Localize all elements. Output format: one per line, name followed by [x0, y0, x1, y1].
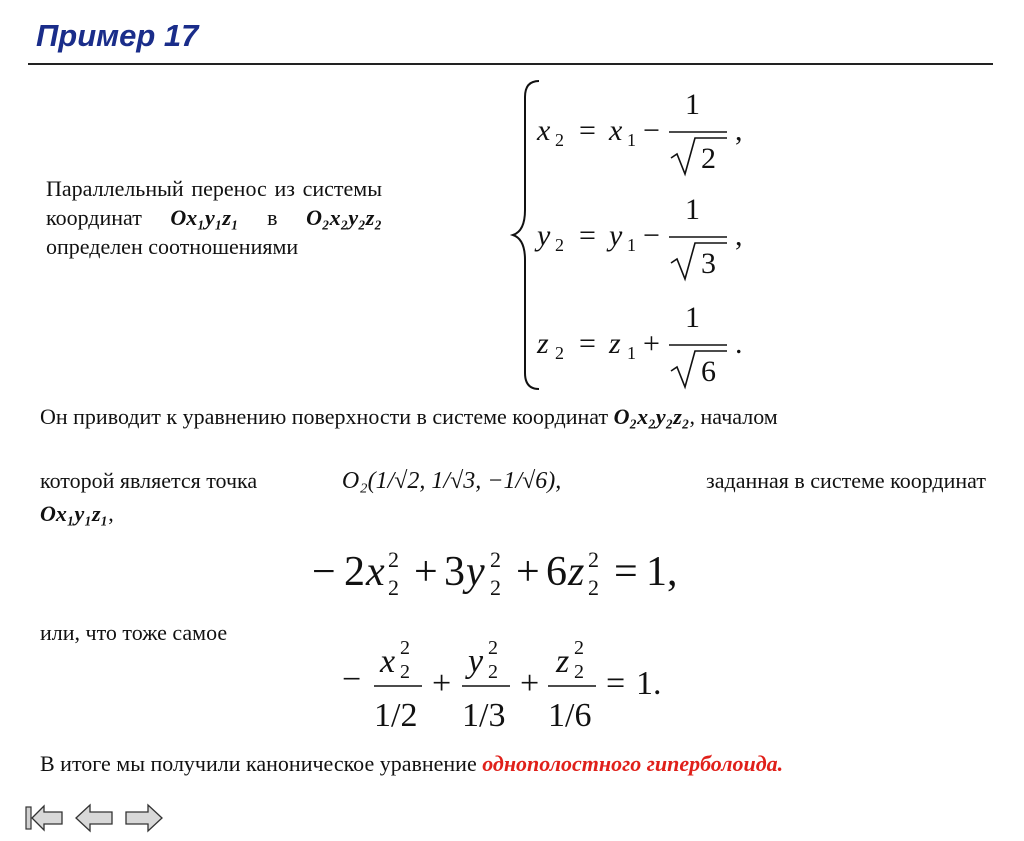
svg-text:2: 2: [490, 547, 501, 572]
system-rhs-var: y: [609, 219, 623, 252]
svg-text:2: 2: [488, 637, 498, 659]
paragraph-4: или, что тоже самое: [40, 620, 228, 645]
system-lhs-var: y: [537, 219, 551, 252]
paragraph-1: [40, 404, 778, 430]
equation-2-render: [340, 628, 680, 738]
radical-sign: [671, 351, 727, 387]
svg-text:2: 2: [574, 661, 584, 683]
svg-text:2: 2: [388, 575, 399, 600]
conclusion-paragraph: [40, 747, 976, 781]
svg-text:z: z: [568, 549, 585, 595]
first-slide-button[interactable]: [24, 803, 66, 833]
radical-sign: [671, 138, 727, 174]
svg-text:1/6: 1/6: [548, 697, 592, 734]
svg-text:1/2: 1/2: [374, 697, 418, 734]
svg-text:2: 2: [400, 661, 410, 683]
system-sign: −: [643, 114, 660, 147]
svg-text:3: 3: [444, 549, 465, 595]
svg-text:=: =: [614, 549, 638, 595]
system-radicand: 3: [701, 247, 716, 280]
equation-system: [505, 75, 795, 395]
paragraph-2-text: которой является точка: [40, 468, 258, 493]
system-rhs-subscript: 1: [627, 130, 636, 150]
system-rhs-subscript: 1: [627, 343, 636, 363]
system-punctuation: .: [735, 327, 743, 360]
system-punctuation: ,: [735, 114, 743, 147]
svg-text:2: 2: [588, 575, 599, 600]
paragraph-3-tail: ,: [108, 501, 114, 526]
system-rhs-var: z: [609, 327, 621, 360]
system-lhs-subscript: 2: [555, 130, 564, 150]
system-equals: =: [579, 327, 596, 360]
system-sign: +: [643, 327, 660, 360]
svg-text:x: x: [380, 643, 396, 680]
svg-text:2: 2: [490, 575, 501, 600]
svg-text:2: 2: [488, 661, 498, 683]
svg-text:+: +: [432, 665, 452, 702]
equation-1-render: [310, 543, 710, 603]
svg-text:2: 2: [588, 547, 599, 572]
paragraph-1-text: Он приводит к уравнению поверхности в системе координат: [40, 404, 609, 429]
system-radicand: 2: [701, 142, 716, 175]
conclusion-highlight: однополостного гиперболоида.: [482, 751, 784, 776]
svg-text:z: z: [556, 643, 570, 680]
conclusion-text: В итоге мы получили каноническое уравнение: [40, 751, 477, 776]
system-lhs-var: x: [537, 114, 551, 147]
svg-text:2: 2: [574, 637, 584, 659]
svg-text:x: x: [366, 549, 385, 595]
svg-text:+: +: [414, 549, 438, 595]
system-punctuation: ,: [735, 219, 743, 252]
system-lhs-var: z: [537, 327, 549, 360]
system-equals: =: [579, 114, 596, 147]
svg-text:+: +: [516, 549, 540, 595]
slide-title: Пример 17: [36, 18, 199, 53]
system-numerator: 1: [685, 301, 700, 334]
svg-text:=: =: [606, 665, 626, 702]
paragraph-3: [40, 501, 114, 527]
paragraph-1-tail: , началом: [689, 404, 778, 429]
equation-2: [340, 628, 680, 743]
system-rhs-var: x: [609, 114, 623, 147]
system-rhs-subscript: 1: [627, 235, 636, 255]
intro-text-1: Параллельный перенос из системы координат: [46, 176, 382, 230]
first-icon: [26, 806, 62, 830]
system-numerator: 1: [685, 193, 700, 226]
intro-text-3: определен соотношениями: [46, 234, 299, 259]
paragraph-2: [40, 468, 986, 495]
svg-text:−: −: [312, 549, 336, 595]
system-sign: −: [643, 219, 660, 252]
title-divider: [28, 63, 993, 65]
forward-button[interactable]: [122, 803, 164, 833]
svg-text:6: 6: [546, 549, 567, 595]
system-brace: [513, 81, 539, 389]
svg-text:1.: 1.: [636, 665, 662, 702]
system-lhs-subscript: 2: [555, 343, 564, 363]
paragraph-3-coord: Ox₁y₁z₁: [40, 501, 109, 526]
svg-text:1/3: 1/3: [462, 697, 506, 734]
paragraph-1-coord: O₂x₂y₂z₂: [613, 404, 690, 429]
svg-text:2: 2: [400, 637, 410, 659]
svg-text:y: y: [466, 549, 485, 595]
system-lhs-subscript: 2: [555, 235, 564, 255]
forward-icon: [126, 805, 162, 831]
svg-text:2: 2: [388, 547, 399, 572]
back-button[interactable]: [74, 803, 116, 833]
intro-coord-1: Ox₁y₁z₁: [170, 205, 239, 230]
svg-text:y: y: [468, 643, 484, 680]
intro-coord-2: O₂x₂y₂z₂: [306, 205, 383, 230]
radical-sign: [671, 243, 727, 279]
equation-1: [310, 543, 710, 608]
intro-paragraph: [46, 174, 382, 261]
origin-point: O₂(1/√2, 1/√3, −1/√6),: [341, 468, 562, 494]
system-equals: =: [579, 219, 596, 252]
system-numerator: 1: [685, 88, 700, 121]
intro-text-2: в: [267, 205, 278, 230]
paragraph-2-tail: заданная в системе координат: [706, 468, 986, 493]
svg-text:1,: 1,: [646, 549, 678, 595]
system-radicand: 6: [701, 355, 716, 388]
svg-text:2: 2: [344, 549, 365, 595]
back-icon: [76, 805, 112, 831]
svg-text:−: −: [342, 661, 362, 698]
svg-text:+: +: [520, 665, 540, 702]
